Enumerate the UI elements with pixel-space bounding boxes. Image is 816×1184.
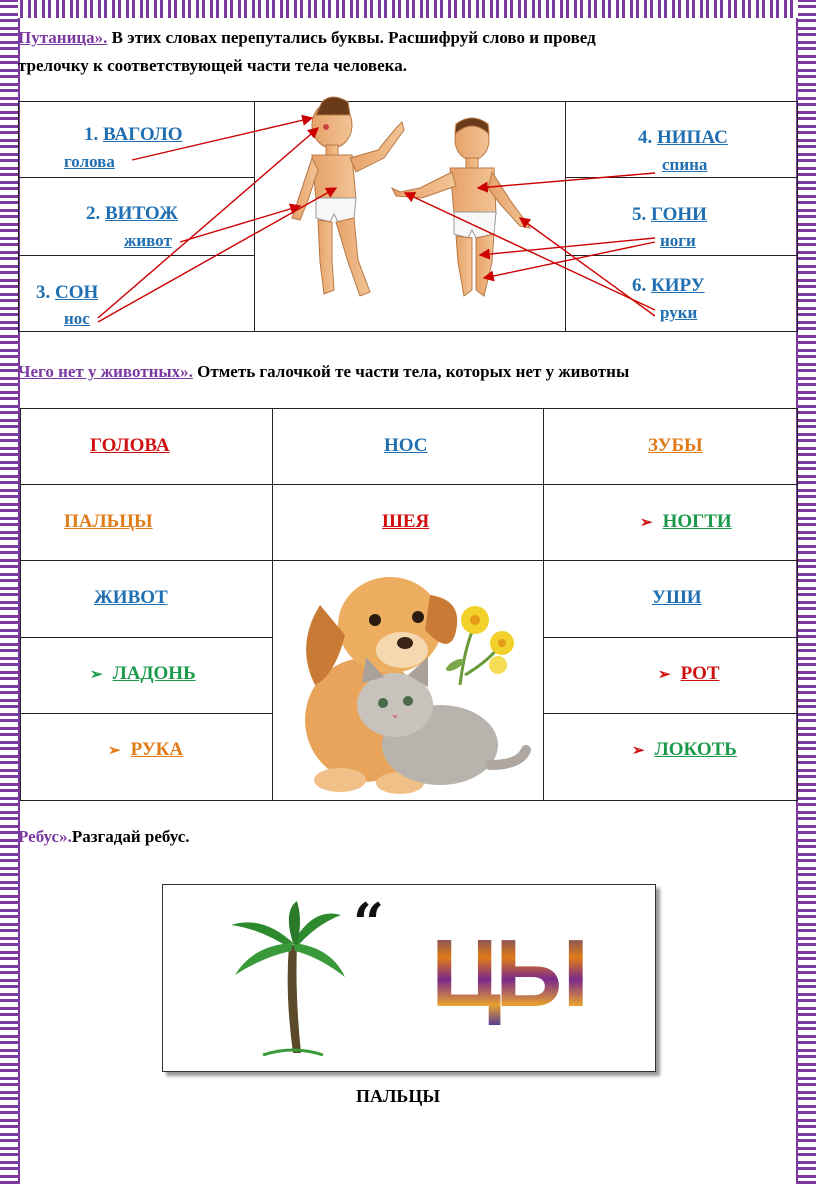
word-answer-3: нос — [64, 309, 90, 328]
answer-arrows — [98, 118, 655, 322]
word-answer-5: ноги — [660, 231, 696, 250]
task3-heading — [18, 827, 190, 847]
task3-title: Ребус». — [18, 827, 72, 846]
word-answer-4: спина — [662, 155, 708, 174]
word-answer-6: руки — [660, 303, 698, 322]
word-num-5: 5. — [632, 204, 647, 225]
word-scrambled-2: ВИТОЖ — [105, 203, 178, 224]
cell-nogti-label: НОГТИ — [662, 511, 732, 532]
cell-ushi: УШИ — [652, 587, 702, 608]
checkmark-arrow-icon: ➢ — [90, 667, 103, 683]
task1-text-line2: трелочку к соответствующей части тела человека. — [18, 56, 407, 75]
word-num-6: 6. — [632, 275, 647, 296]
rebus-quote-mark: “ — [353, 891, 385, 955]
rebus-answer: ПАЛЬЦЫ — [356, 1086, 440, 1106]
word-answer-2: живот — [124, 231, 172, 250]
cell-rot-label: РОТ — [680, 663, 720, 684]
cell-ladon-label: ЛАДОНЬ — [112, 663, 196, 684]
task1-text-line1: В этих словах перепутались буквы. Расшифруй слово и провед — [107, 28, 596, 47]
checkmark-arrow-icon: ➢ — [632, 743, 645, 759]
word-scrambled-4: НИПАС — [657, 127, 728, 148]
palm-tree-icon — [231, 901, 345, 1055]
word-scrambled-5: ГОНИ — [651, 204, 707, 225]
word-answer-1: голова — [64, 152, 115, 171]
checkmark-arrow-icon: ➢ — [108, 743, 121, 759]
cell-zuby: ЗУБЫ — [648, 435, 703, 456]
cell-zhivot: ЖИВОТ — [94, 587, 168, 608]
cell-ruka-label: РУКА — [130, 739, 184, 760]
task1-title: Путаница». — [18, 28, 108, 47]
boy-back-figure — [392, 118, 530, 296]
cell-golova: ГОЛОВА — [90, 435, 170, 456]
boy-front-figure — [292, 97, 404, 296]
word-scrambled-1: ВАГОЛО — [103, 124, 183, 145]
checkmark-arrow-icon: ➢ — [658, 667, 671, 683]
cell-paltsy: ПАЛЬЦЫ — [64, 511, 153, 532]
rebus-box — [162, 884, 656, 1072]
task2-heading — [18, 362, 629, 382]
cell-sheya: ШЕЯ — [382, 511, 430, 532]
rebus-letters: ЦЫ — [431, 920, 584, 1027]
word-num-2: 2. — [86, 203, 101, 224]
task2-title: Чего нет у животных». — [18, 362, 193, 381]
cell-nos: НОС — [384, 435, 428, 456]
cell-rot[interactable] — [658, 663, 720, 685]
body-figures-illustration — [0, 0, 816, 340]
cell-lokot[interactable] — [632, 739, 737, 761]
cell-ladon[interactable] — [90, 663, 196, 685]
task3-text: Разгадай ребус. — [71, 827, 190, 846]
word-num-3: 3. — [36, 282, 51, 303]
checkmark-arrow-icon: ➢ — [640, 515, 653, 531]
word-num-1: 1. — [84, 124, 99, 145]
word-num-4: 4. — [638, 127, 653, 148]
puppy-kitten-illustration — [290, 565, 540, 797]
task2-text: Отметь галочкой те части тела, которых нет у животны — [192, 362, 630, 381]
cell-lokot-label: ЛОКОТЬ — [654, 739, 737, 760]
cell-ruka[interactable] — [108, 739, 183, 761]
cell-nogti[interactable] — [640, 511, 732, 533]
word-scrambled-3: СОН — [55, 282, 99, 303]
word-scrambled-6: КИРУ — [651, 275, 705, 296]
